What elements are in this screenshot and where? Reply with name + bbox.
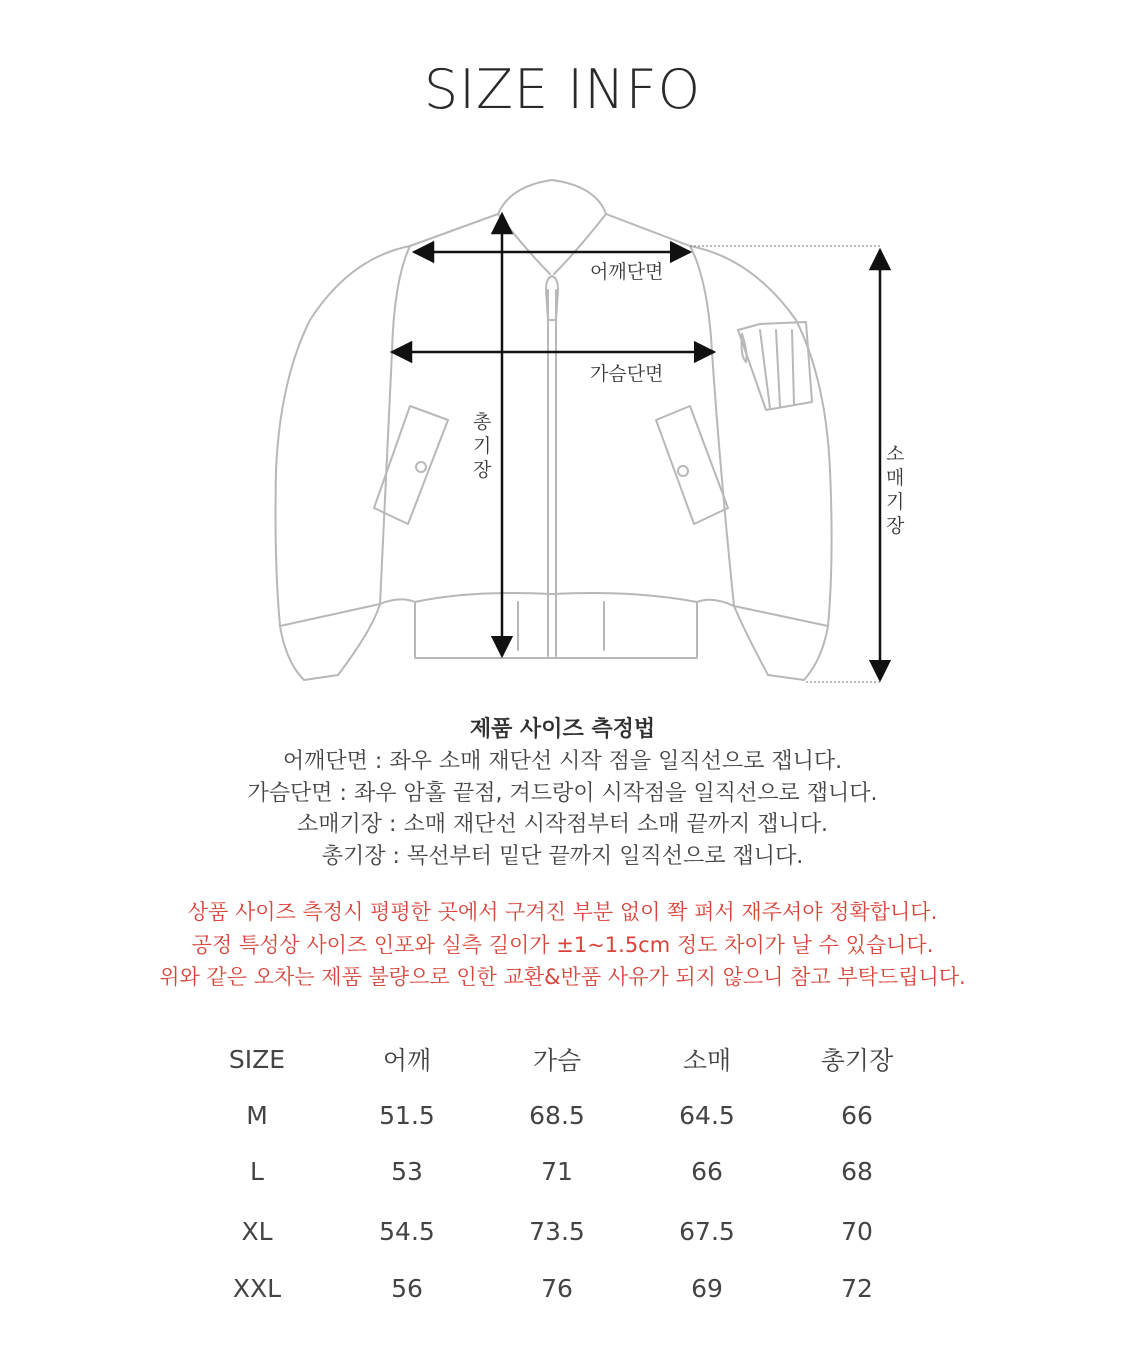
- svg-text:장: 장: [473, 459, 492, 481]
- cell-size: M: [246, 1101, 268, 1130]
- method-line-shoulder: 어깨단면 : 좌우 소매 재단선 시작 점을 일직선으로 잽니다.: [282, 749, 843, 774]
- cell-chest: 68.5: [529, 1101, 585, 1130]
- measurement-lines: [392, 214, 880, 680]
- table-row: [182, 1262, 932, 1314]
- cell-size: XXL: [232, 1273, 282, 1303]
- cell-sleeve: 66: [691, 1157, 723, 1186]
- measurement-notice: [0, 896, 1125, 994]
- sleeve-length-label: [886, 443, 905, 537]
- header-shoulder: 어깨: [382, 1046, 432, 1075]
- cell-shoulder: 56: [391, 1273, 423, 1303]
- cell-size: XL: [241, 1216, 273, 1246]
- svg-text:기: 기: [473, 435, 492, 457]
- method-line-sleeve: 소매기장 : 소매 재단선 시작점부터 소매 끝까지 잽니다.: [297, 812, 828, 837]
- header-sleeve: 소매: [682, 1046, 732, 1075]
- notice-line-1: 상품 사이즈 측정시 평평한 곳에서 구겨진 부분 없이 쫙 펴서 재주셔야 정확합니다.: [187, 900, 938, 924]
- jacket-outline: [276, 180, 832, 680]
- cell-shoulder: 53: [391, 1157, 423, 1186]
- cell-total-length: 68: [841, 1157, 873, 1186]
- cell-chest: 71: [541, 1157, 573, 1186]
- svg-text:매: 매: [886, 467, 905, 489]
- cell-sleeve: 67.5: [679, 1216, 735, 1246]
- notice-line-3: 위와 같은 오차는 제품 불량으로 인한 교환&반품 사유가 되지 않으니 참고 부탁드립니다.: [159, 965, 966, 989]
- cell-chest: 76: [541, 1273, 573, 1303]
- cell-total-length: 70: [841, 1216, 873, 1246]
- cell-shoulder: 54.5: [379, 1216, 435, 1246]
- cell-sleeve: 69: [691, 1273, 723, 1303]
- method-line-chest: 가슴단면 : 좌우 암홀 끝점, 겨드랑이 시작점을 일직선으로 잽니다.: [247, 780, 878, 806]
- svg-text:장: 장: [886, 515, 905, 537]
- page-title: SIZE INFO: [423, 58, 702, 121]
- table-header-row: [182, 1030, 932, 1088]
- table-row: [182, 1088, 932, 1143]
- header-size: SIZE: [228, 1044, 286, 1074]
- svg-text:총: 총: [473, 411, 492, 433]
- chest-label: 가슴단면: [590, 363, 664, 385]
- measurement-method: [0, 714, 1125, 872]
- cell-total-length: 72: [841, 1273, 873, 1303]
- header-chest: 가슴: [532, 1046, 582, 1075]
- total-length-label: [473, 411, 492, 481]
- size-table: [182, 1030, 932, 1314]
- shoulder-label: 어깨단면: [590, 261, 664, 283]
- cell-chest: 73.5: [529, 1216, 585, 1246]
- method-line-total: 총기장 : 목선부터 밑단 끝까지 일직선으로 잽니다.: [321, 843, 804, 869]
- svg-text:기: 기: [886, 491, 905, 513]
- table-row: [182, 1200, 932, 1262]
- svg-text:소: 소: [886, 443, 905, 465]
- cell-sleeve: 64.5: [679, 1101, 735, 1130]
- cell-shoulder: 51.5: [379, 1101, 435, 1130]
- method-title: 제품 사이즈 측정법: [469, 717, 656, 742]
- notice-line-2: 공정 특성상 사이즈 인포와 실측 길이가 ±1~1.5cm 정도 차이가 날 수 있습니다.: [191, 932, 934, 957]
- header-total-length: 총기장: [820, 1046, 894, 1075]
- table-row: [182, 1143, 932, 1200]
- cell-size: L: [250, 1157, 264, 1186]
- cell-total-length: 66: [841, 1101, 873, 1130]
